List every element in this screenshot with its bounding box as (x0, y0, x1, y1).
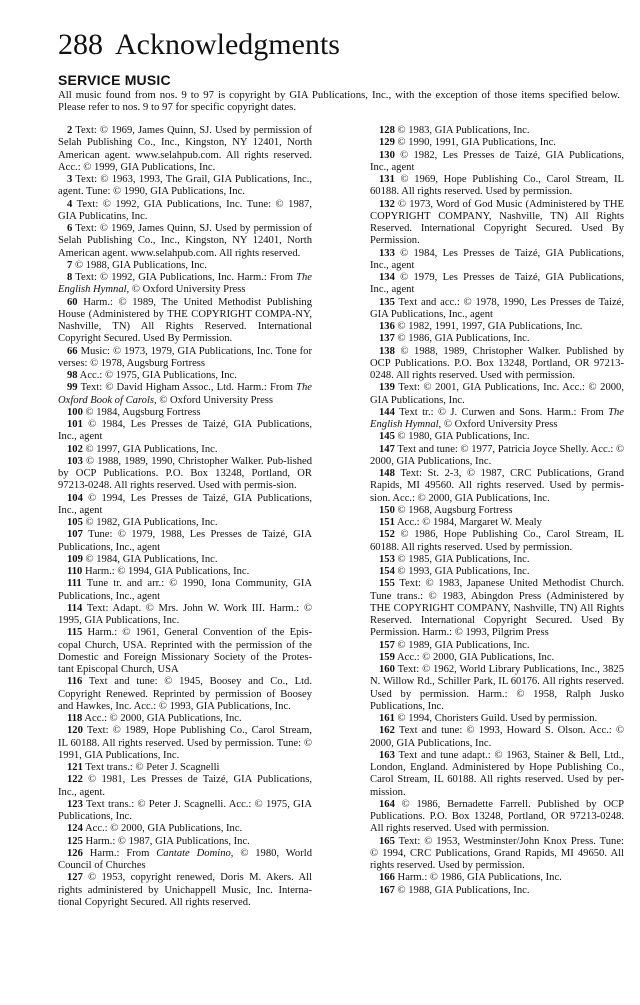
entry-number: 145 (379, 431, 395, 443)
entry-text: Text and tune adapt.: © 1963, Stainer & Bell, Ltd., London, England. Administered by Hope Publishing Co., Carol Stream, IL 60188. All rights reserved. Used by per-mission. (370, 749, 624, 798)
entry-text: Text: © 1969, James Quinn, SJ. Used by permission of Selah Publishing Co., Inc., Kingston, NY 12401, North American agent. www.selahpub.com. All rights reserved. (58, 223, 312, 259)
entry-number: 118 (67, 713, 83, 724)
entry-number: 166 (379, 872, 395, 884)
acknowledgment-entry (58, 725, 312, 762)
acknowledgment-entry (370, 468, 624, 505)
entry-italic-title: The English Hymnal, (370, 406, 624, 430)
entry-text: © 1986, GIA Publications, Inc. (397, 333, 530, 345)
entry-text: © 1969, Hope Publishing Co., Carol Stream, IL 60188. All rights reserved. Used by permission. (370, 174, 624, 198)
entry-number: 6 (67, 223, 73, 234)
entry-text-continued: © Oxford University Press (129, 284, 246, 296)
entry-number: 4 (67, 198, 73, 210)
entry-text: © 1986, Hope Publishing Co., Carol Stream, IL 60188. All rights reserved. Used by permission. (370, 529, 624, 553)
acknowledgment-entry (58, 272, 312, 297)
acknowledgment-entry (370, 554, 624, 566)
entry-text: © 1986, Bernadette Farrell. Published by OCP Publications. P.O. Box 13248, Portland, OR 97213-0248. All rights reserved. Used with permission. (370, 798, 624, 835)
entry-text: Text: © 1969, James Quinn, SJ. Used by permission of Selah Publishing Co., Inc., Kingston, NY 12401, North American agent. www.selahpub.com. All rights reserved. Acc.: © 1999, GIA Publications, Inc. (58, 125, 312, 173)
entry-number: 99 (67, 382, 78, 394)
acknowledgment-entry (58, 554, 312, 566)
acknowledgment-entry (58, 346, 312, 371)
entry-number: 104 (67, 492, 83, 504)
entry-number: 125 (67, 835, 83, 847)
entry-text: © 1985, GIA Publications, Inc. (397, 553, 530, 565)
entry-number: 147 (379, 443, 395, 455)
acknowledgment-entry (58, 297, 312, 346)
entry-text: Text and tune: © 1993, Howard S. Olson. Acc.: © 2000, GIA Publications, Inc. (370, 725, 624, 749)
acknowledgment-entry (370, 248, 624, 273)
left-column (58, 125, 312, 909)
acknowledgment-entry (370, 174, 624, 199)
entry-number: 133 (379, 247, 395, 259)
entry-text: © 1980, GIA Publications, Inc. (397, 431, 530, 443)
entry-text: Tune tr. and arr.: © 1990, Iona Community, GIA Publications, Inc., agent (58, 578, 312, 602)
entry-number: 110 (67, 566, 83, 577)
entry-text: © 1984, GIA Publications, Inc. (85, 553, 218, 565)
entry-text-continued: © 1980, World Council of Churches (58, 847, 312, 871)
acknowledgment-entry (58, 199, 312, 224)
entry-number: 132 (379, 198, 395, 210)
entry-text: Harm.: From (89, 847, 157, 859)
page-number: 288 (58, 28, 103, 61)
acknowledgment-entry (58, 848, 312, 873)
acknowledgment-entry (58, 872, 312, 909)
entry-text: © 1994, Choristers Guild. Used by permission. (397, 713, 598, 724)
entry-number: 135 (379, 296, 395, 308)
entry-number: 126 (67, 847, 83, 859)
entry-text: Text: St. 2-3, © 1987, CRC Publications, Grand Rapids, MI 49560. All rights reserved. Used by permis-sion. Acc.: © 2000, GIA Publications, Inc. (370, 468, 624, 504)
entry-text: © 1988, 1989, 1990, Christopher Walker. Pub-lished by OCP Publications. P.O. Box 13248, Portland, OR 97213-0248. All rights reserved. Used with permis-sion. (58, 455, 312, 492)
entry-italic-title: The Oxford Book of Carols, (58, 382, 312, 406)
acknowledgment-entry (58, 370, 312, 382)
acknowledgment-entry (58, 578, 312, 603)
entry-italic-title: The English Hymnal, (58, 272, 312, 296)
entry-number: 122 (67, 774, 83, 786)
entry-text: Text and tune: © 1945, Boosey and Co., Ltd. Copyright Renewed. Reprinted by permission of Boosey and Hawkes, Inc. Acc.: © 1993, GIA Publications, Inc. (58, 676, 312, 712)
entry-text: Text: © 1989, Hope Publishing Co., Carol Stream, IL 60188. All rights reserved. Used by permission. Tune: © 1991, GIA Publications, Inc. (58, 725, 312, 761)
entry-number: 124 (67, 823, 83, 835)
acknowledgment-entry (58, 713, 312, 725)
acknowledgment-entry (58, 774, 312, 799)
entry-number: 136 (379, 321, 395, 332)
entry-number: 134 (379, 272, 395, 283)
acknowledgment-entry (370, 137, 624, 149)
section-intro: All music found from nos. 9 to 97 is copyright by GIA Publications, Inc., with the exception of those items specified below. Please refer to nos. 9 to 97 for specific copyright dates. (58, 89, 620, 113)
entry-number: 120 (67, 725, 83, 737)
entry-text: Harm.: © 1994, GIA Publications, Inc. (84, 566, 250, 577)
entry-text: © 1988, GIA Publications, Inc. (397, 884, 530, 896)
entry-text: © 1983, GIA Publications, Inc. (397, 125, 530, 136)
acknowledgment-entry (370, 799, 624, 836)
entry-number: 123 (67, 798, 83, 810)
acknowledgment-entry (370, 750, 624, 799)
entry-number: 151 (379, 517, 395, 528)
entry-text: Text: © 1962, World Library Publications, Inc., 3825 N. Willow Rd., Schiller Park, IL 60176. All rights reserved. Used by permission. Harm.: © 1958, Ralph Jusko Publications, Inc. (370, 664, 624, 712)
acknowledgment-entry (370, 321, 624, 333)
entry-number: 128 (379, 125, 395, 136)
entry-text: © 1989, GIA Publications, Inc. (397, 639, 530, 651)
entry-number: 102 (67, 443, 83, 455)
entry-italic-title: Cantate Domino, (156, 847, 234, 859)
acknowledgment-entry (58, 407, 312, 419)
entry-number: 105 (67, 517, 83, 528)
entry-number: 152 (379, 529, 395, 541)
entry-text: Acc.: © 2000, GIA Publications, Inc. (84, 823, 243, 835)
acknowledgment-entry (370, 346, 624, 383)
acknowledgment-entry (58, 444, 312, 456)
acknowledgment-entry (370, 150, 624, 175)
entry-text: Harm.: © 1987, GIA Publications, Inc. (85, 835, 250, 847)
entry-text: © 1997, GIA Publications, Inc. (85, 443, 218, 455)
acknowledgment-entry (370, 725, 624, 750)
acknowledgment-entry (58, 676, 312, 713)
acknowledgment-entry (58, 493, 312, 518)
acknowledgment-entry (58, 125, 312, 174)
acknowledgment-entry (58, 419, 312, 444)
entry-number: 155 (379, 578, 395, 590)
entry-text: Text and acc.: © 1978, 1990, Les Presses de Taizé, GIA Publications, Inc., agent (370, 296, 624, 320)
entry-number: 121 (67, 762, 83, 773)
entry-text: Tune: © 1979, 1988, Les Presses de Taizé, GIA Publications, Inc., agent (58, 529, 312, 553)
page-title: Acknowledgments (115, 28, 340, 61)
acknowledgment-entry (370, 431, 624, 443)
entry-text: Text and tune: © 1977, Patricia Joyce Shelly. Acc.: © 2000, GIA Publications, Inc. (370, 443, 624, 467)
acknowledgment-entry (370, 872, 624, 884)
acknowledgment-entry (58, 223, 312, 260)
entry-number: 115 (67, 627, 83, 639)
entry-text: © 1982, Les Presses de Taizé, GIA Publications, Inc., agent (370, 149, 624, 173)
entry-number: 129 (379, 137, 395, 149)
entry-number: 130 (379, 149, 395, 161)
acknowledgment-entry (58, 762, 312, 774)
entry-number: 164 (379, 798, 395, 810)
entry-number: 150 (379, 504, 395, 516)
entry-number: 98 (67, 370, 78, 381)
entry-text-continued: © Oxford University Press (156, 394, 274, 406)
entry-text: Acc.: © 1984, Margaret W. Mealy (396, 517, 542, 528)
entry-text: Music: © 1973, 1979, GIA Publications, Inc. Tone for verses: © 1978, Augsburg Fortress (58, 345, 312, 369)
entry-number: 116 (67, 676, 83, 688)
entry-number: 2 (67, 125, 73, 136)
entry-text: Text: © 1963, 1993, The Grail, GIA Publications, Inc., agent. Tune: © 1990, GIA Publications, Inc. (58, 174, 312, 198)
entry-number: 138 (379, 345, 395, 357)
entry-number: 160 (379, 664, 395, 675)
acknowledgment-entry (370, 297, 624, 322)
entry-text: © 1984, Augsburg Fortress (85, 406, 201, 418)
entry-number: 162 (379, 725, 395, 737)
acknowledgment-entry (370, 529, 624, 554)
entry-text: Text: © 1992, GIA Publications, Inc. Tune: © 1987, GIA Publicatins, Inc. (58, 198, 312, 222)
entry-text: © 1968, Augsburg Fortress (397, 504, 513, 516)
acknowledgment-entry (370, 505, 624, 517)
entry-number: 167 (379, 884, 395, 896)
entry-text-continued: © Oxford University Press (441, 419, 558, 430)
acknowledgment-entry (370, 566, 624, 578)
acknowledgment-entry (58, 823, 312, 835)
entry-text: Text: © 2001, GIA Publications, Inc. Acc.: © 2000, GIA Publications, Inc. (370, 382, 624, 406)
entry-text: © 1993, GIA Publications, Inc. (397, 566, 530, 577)
entry-number: 127 (67, 872, 83, 884)
entry-number: 163 (379, 749, 395, 761)
entry-text: Acc.: © 2000, GIA Publications, Inc. (396, 651, 555, 663)
acknowledgment-entry (58, 382, 312, 407)
acknowledgment-entry (58, 174, 312, 199)
acknowledgment-entry (370, 578, 624, 639)
entry-number: 159 (379, 651, 395, 663)
entry-number: 8 (67, 272, 73, 283)
entry-text: Text: © David Higham Assoc., Ltd. Harm.: From (80, 382, 297, 394)
entry-text: Harm.: © 1961, General Convention of the Epis-copal Church, USA. Reprinted with the permission of the Domestic and Foreign Missionary Society of the Protes-tant Episcopal Church, USA (58, 627, 312, 675)
entry-text: © 1981, Les Presses de Taizé, GIA Publications, Inc., agent. (58, 774, 312, 798)
entry-number: 3 (67, 174, 73, 185)
entry-number: 137 (379, 333, 395, 345)
acknowledgment-entry (370, 333, 624, 345)
acknowledgment-entry (370, 382, 624, 407)
acknowledgment-entry (370, 885, 624, 897)
acknowledgment-entry (370, 199, 624, 248)
acknowledgment-entry (370, 664, 624, 713)
entry-number: 161 (379, 713, 395, 724)
entry-number: 66 (67, 345, 78, 357)
acknowledgment-entry (58, 799, 312, 824)
entry-number: 165 (379, 835, 395, 847)
entry-number: 100 (67, 406, 83, 418)
entry-text: © 1953, copyright renewed, Doris M. Akers. All rights administered by Unichappell Music, Inc. Interna-tional Copyright Secured. All rights reserved. (58, 872, 312, 908)
acknowledgment-entry (58, 566, 312, 578)
acknowledgment-entry (58, 260, 312, 272)
entry-text: Harm.: © 1986, GIA Publications, Inc. (397, 872, 562, 884)
entry-text: Text: © 1953, Westminster/John Knox Press. Tune: © 1994, CRC Publications, Grand Rapids, MI 49650. All rights reserved. Used by permission. (370, 835, 624, 871)
entry-number: 60 (67, 296, 78, 308)
entry-text: © 1973, Word of God Music (Administered by THE COPYRIGHT COMPANY, Nashville, TN) All Rights Reserved. International Copyright Secured. Used By Permission. (370, 198, 624, 247)
acknowledgment-entry (370, 517, 624, 529)
entry-number: 148 (379, 468, 395, 479)
entry-text: Acc.: © 2000, GIA Publications, Inc. (84, 713, 242, 724)
page-header (58, 28, 340, 62)
entry-number: 101 (67, 419, 83, 430)
entry-text: Acc.: © 1975, GIA Publications, Inc. (79, 370, 237, 381)
acknowledgment-entry (370, 407, 624, 432)
entry-text: © 1982, GIA Publications, Inc. (85, 517, 218, 528)
right-column (370, 125, 624, 897)
entry-text: © 1988, GIA Publications, Inc. (74, 259, 207, 271)
acknowledgment-entry (58, 603, 312, 628)
entry-number: 109 (67, 553, 83, 565)
acknowledgment-entry (370, 713, 624, 725)
entry-text: Text: © 1983, Japanese United Methodist Church. Tune trans.: © 1983, Abingdon Press (Administered by THE COPYRIGHT COMPANY, Nashville, TN) All Rights Reserved. International Copyright Secured. Used By Permission. Harm.: © 1993, Pilgrim Press (370, 578, 624, 639)
entry-number: 153 (379, 553, 395, 565)
acknowledgment-entry (370, 125, 624, 137)
entry-number: 107 (67, 529, 83, 541)
entry-text: Text: © 1992, GIA Publications, Inc. Harm.: From (75, 272, 297, 283)
acknowledgment-entry (370, 836, 624, 873)
entry-text: Text tr.: © J. Curwen and Sons. Harm.: From (399, 406, 609, 418)
entry-number: 131 (379, 174, 395, 185)
entry-number: 103 (67, 455, 83, 467)
entry-number: 139 (379, 382, 395, 394)
entry-text: Text trans.: © Peter J. Scagnelli (85, 762, 220, 773)
acknowledgment-entry (370, 444, 624, 469)
entry-number: 7 (67, 259, 73, 271)
entry-number: 154 (379, 566, 395, 577)
entry-text: © 1979, Les Presses de Taizé, GIA Publications, Inc., agent (370, 272, 624, 296)
acknowledgment-entry (58, 456, 312, 493)
section-title: SERVICE MUSIC (58, 72, 171, 88)
entry-text: © 1984, Les Presses de Taizé, GIA Publications, Inc., agent (370, 247, 624, 271)
entry-text: © 1994, Les Presses de Taizé, GIA Publications, Inc., agent (58, 492, 312, 516)
entry-text: © 1988, 1989, Christopher Walker. Published by OCP Publications. P.O. Box 13248, Portland, OR 97213-0248. All rights reserved. Used with permission. (370, 345, 624, 381)
entry-number: 111 (67, 578, 82, 590)
acknowledgment-entry (58, 627, 312, 676)
entry-text: © 1990, 1991, GIA Publications, Inc. (397, 137, 556, 149)
acknowledgment-entry (370, 640, 624, 652)
entry-number: 144 (379, 406, 395, 418)
entry-text: © 1982, 1991, 1997, GIA Publications, Inc. (397, 321, 583, 332)
acknowledgment-entry (58, 517, 312, 529)
entry-number: 114 (67, 602, 83, 614)
entry-text: Text trans.: © Peter J. Scagnelli. Acc.: © 1975, GIA Publications, Inc. (58, 798, 312, 822)
acknowledgment-entry (58, 529, 312, 554)
entry-number: 157 (379, 639, 395, 651)
acknowledgment-entry (58, 836, 312, 848)
entry-text: Harm.: © 1989, The United Methodist Publishing House (Administered by THE COPYRIGHT COMPA-NY, Nashville, TN) All Rights Reserved. International Copyright Secured. Used By Permission. (58, 296, 312, 345)
acknowledgment-entry (370, 272, 624, 297)
entry-text: © 1984, Les Presses de Taizé, GIA Publications, Inc., agent (58, 419, 312, 443)
entry-text: Text: Adapt. © Mrs. John W. Work III. Harm.: © 1995, GIA Publications, Inc. (58, 602, 312, 626)
acknowledgment-entry (370, 652, 624, 664)
